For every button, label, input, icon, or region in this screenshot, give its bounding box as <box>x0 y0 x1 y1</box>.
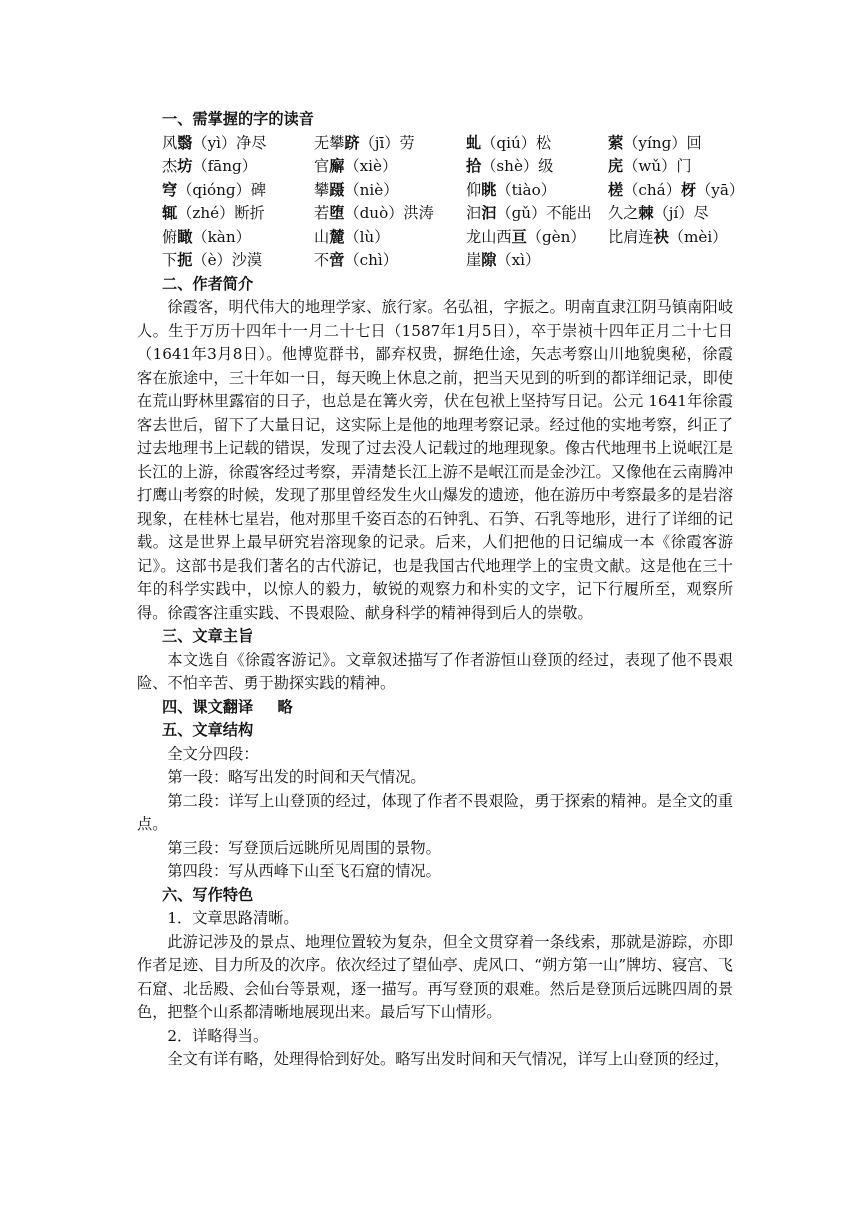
pronunciation-text: （wǔ）门 <box>623 157 692 175</box>
pronunciation-item <box>608 202 758 226</box>
pronunciation-item <box>314 226 466 250</box>
pronunciation-text: 龙山西 <box>466 227 512 246</box>
target-character: 虬 <box>466 133 482 152</box>
pronunciation-text: （ɡèn） <box>526 227 586 246</box>
pronunciation-item <box>162 249 314 273</box>
pronunciation-text: （fānɡ） <box>192 157 257 175</box>
target-character: 廨 <box>329 157 345 175</box>
pronunciation-text: 官 <box>314 157 330 175</box>
target-character: 蹑 <box>329 180 345 199</box>
pronunciation-text: （è）沙漠 <box>192 251 263 269</box>
pronunciation-item <box>608 226 758 250</box>
pronunciation-text: （shè）级 <box>481 157 554 175</box>
pronunciation-text: 下 <box>162 251 178 269</box>
target-character: 汩 <box>481 204 497 222</box>
pronunciation-item <box>162 202 314 226</box>
pronunciation-text: （ɡǔ）不能出 <box>496 204 592 222</box>
pronunciation-text: （xiè） <box>344 157 398 175</box>
target-character: 坊 <box>177 157 193 175</box>
pronunciation-item <box>314 155 466 179</box>
pronunciation-text: 不 <box>314 251 330 269</box>
pronunciation-item <box>162 179 314 203</box>
section-heading-author: 二、作者简介 <box>162 274 254 293</box>
pronunciation-text: （yì）净尽 <box>192 133 267 152</box>
feature-1-title: 1．文章思路清晰。 <box>167 909 299 927</box>
pronunciation-text: （zhé）断折 <box>177 204 265 222</box>
pronunciation-item <box>466 226 608 250</box>
pronunciation-item <box>314 132 466 156</box>
target-character: 麓 <box>329 227 345 246</box>
target-character: 翳 <box>177 133 193 152</box>
pronunciation-item <box>466 132 608 156</box>
target-character: 啻 <box>329 251 345 269</box>
pronunciation-text: （jí）尽 <box>653 204 709 222</box>
pronunciation-item <box>608 155 758 179</box>
feature-2-body: 全文有详有略，处理得恰到好处。略写出发时间和天气情况，详写上山登顶的经过， <box>167 1050 730 1068</box>
target-character: 穹 <box>162 180 178 199</box>
target-character: 扼 <box>177 251 193 269</box>
pronunciation-item <box>162 132 314 156</box>
pronunciation-text: （yā） <box>696 180 745 199</box>
target-character: 庑 <box>608 157 624 175</box>
pronunciation-grid <box>137 132 745 273</box>
pronunciation-item <box>608 179 758 203</box>
pronunciation-text: 仰 <box>466 180 482 199</box>
structure-part-1: 第一段：略写出发的时间和天气情况。 <box>167 768 426 786</box>
pronunciation-item <box>314 202 466 226</box>
pronunciation-text: 崖 <box>466 251 482 269</box>
target-character: 袂 <box>653 227 669 246</box>
target-character: 堕 <box>329 204 345 222</box>
pronunciation-item <box>466 202 608 226</box>
pronunciation-item <box>162 226 314 250</box>
target-character: 亘 <box>511 227 527 246</box>
target-character: 槎 <box>608 180 624 199</box>
structure-intro: 全文分四段： <box>167 744 259 763</box>
pronunciation-text: 风 <box>162 133 178 152</box>
feature-1-body: 此游记涉及的景点、地理位置较为复杂，但全文贯穿着一条线索，那就是游踪，亦即作者足迹、目力所及的次序。依次经过了望仙亭、虎风口、“朔方第一山”牌坊、寝宫、飞石窟、北岳殿、会仙台等景观，逐一描写。再写登顶的艰难。然后是登顶后远眺四周的景色，把整个山系都清晰地展现出来。最后写下山情形。 <box>137 932 733 1021</box>
pronunciation-item <box>162 155 314 179</box>
pronunciation-text: （kàn） <box>192 227 251 246</box>
target-character: 萦 <box>608 133 624 152</box>
target-character: 眺 <box>481 180 497 199</box>
pronunciation-item <box>608 249 758 273</box>
document-content <box>137 108 745 1072</box>
target-character: 拾 <box>466 157 482 175</box>
target-character: 隙 <box>481 251 497 269</box>
structure-part-4: 第四段：写从西峰下山至飞石窟的情况。 <box>167 862 441 880</box>
pronunciation-item <box>314 249 466 273</box>
target-character: 跻 <box>344 133 360 152</box>
section-heading-structure: 五、文章结构 <box>162 721 254 739</box>
pronunciation-text: 汩 <box>466 204 482 222</box>
pronunciation-text: （chá） <box>623 180 681 199</box>
pronunciation-text: （niè） <box>344 180 399 199</box>
pronunciation-text: （xì） <box>496 251 541 269</box>
pronunciation-text: 杰 <box>162 157 178 175</box>
pronunciation-text: （qiónɡ）碑 <box>177 180 266 199</box>
feature-2-title: 2．详略得当。 <box>167 1026 269 1045</box>
pronunciation-text: 无攀 <box>314 133 345 152</box>
pronunciation-text: （lù） <box>344 227 390 246</box>
pronunciation-text: （mèi） <box>668 227 728 246</box>
pronunciation-item <box>466 155 608 179</box>
structure-part-3: 第三段：写登顶后远眺所见周围的景物。 <box>167 838 441 857</box>
pronunciation-text: （jī）劳 <box>359 133 415 152</box>
section-heading-pronunciation: 一、需掌握的字的读音 <box>162 110 314 128</box>
pronunciation-text: （duò）洪涛 <box>344 204 434 222</box>
section-heading-theme: 三、文章主旨 <box>162 627 254 645</box>
pronunciation-text: 若 <box>314 204 330 222</box>
pronunciation-text: （tiào） <box>496 180 556 199</box>
pronunciation-text: 久之 <box>608 204 639 222</box>
theme-paragraph: 本文选自《徐霞客游记》。文章叙述描写了作者游恒山登顶的经过，表现了他不畏艰险、不怕辛苦、勇于勘探实践的精神。 <box>137 650 733 692</box>
section-heading-features: 六、写作特色 <box>162 885 254 904</box>
pronunciation-item <box>314 179 466 203</box>
translation-note: 略 <box>277 697 293 716</box>
pronunciation-item <box>608 132 758 156</box>
target-character: 辄 <box>162 204 178 222</box>
pronunciation-text: 攀 <box>314 180 330 199</box>
author-intro-paragraph: 徐霞客，明代伟大的地理学家、旅行家。名弘祖，字振之。明南直隶江阴马镇南阳岐人。生于万历十四年十一月二十七日（1587年1月5日），卒于崇祯十四年正月二十七日（1641年3月8日）。他博览群书，鄙弃权贵，摒绝仕途，矢志考察山川地貌奥秘，徐霞客在旅途中，三十年如一日，每天晚上休息之前，把当天见到的听到的都详细记录，即使在荒山野林里露宿的日子，也总是在篝火旁，伏在包袱上坚持写日记。公元 1641年徐霞客去世后，留下了大量日记，这实际上是他的地理考察记录。经过他的实地考察，纠正了过去地理书上记载的错误，发现了过去没人记载过的地理现象。像古代地理书上说岷江是长江的上游，徐霞客经过考察，弄清楚长江上游不是岷江而是金沙江。又像他在云南腾冲打鹰山考察的时候，发现了那里曾经发生火山爆发的遗迹，他在游历中考察最多的是岩溶现象，在桂林七星岩，他对那里千姿百态的石钟乳、石笋、石乳等地形，进行了详细的记载。这是世界上最早研究岩溶现象的记录。后来，人们把他的日记编成一本《徐霞客游记》。这部书是我们著名的古代游记，也是我国古代地理学上的宝贵文献。这是他在三十年的科学实践中，以惊人的毅力，敏锐的观察力和朴实的文字，记下行履所至，观察所得。徐霞客注重实践、不畏艰险、献身科学的精神得到后人的崇敬。 <box>137 298 733 622</box>
pronunciation-text: 俯 <box>162 227 178 246</box>
pronunciation-text: 比肩连 <box>608 227 654 246</box>
pronunciation-text: （chì） <box>344 251 398 269</box>
structure-part-2: 第二段：详写上山登顶的经过，体现了作者不畏艰险，勇于探索的精神。是全文的重点。 <box>137 791 733 833</box>
section-heading-translation <box>137 696 733 720</box>
target-character: 棘 <box>638 204 654 222</box>
pronunciation-item <box>466 179 608 203</box>
target-character: 枒 <box>680 180 697 199</box>
pronunciation-text: （yínɡ）回 <box>623 133 702 152</box>
pronunciation-text: （qiú）松 <box>481 133 552 152</box>
pronunciation-text: 山 <box>314 227 330 246</box>
pronunciation-item <box>466 249 608 273</box>
target-character: 瞰 <box>177 227 193 246</box>
translation-title: 四、课文翻译 <box>162 697 254 716</box>
